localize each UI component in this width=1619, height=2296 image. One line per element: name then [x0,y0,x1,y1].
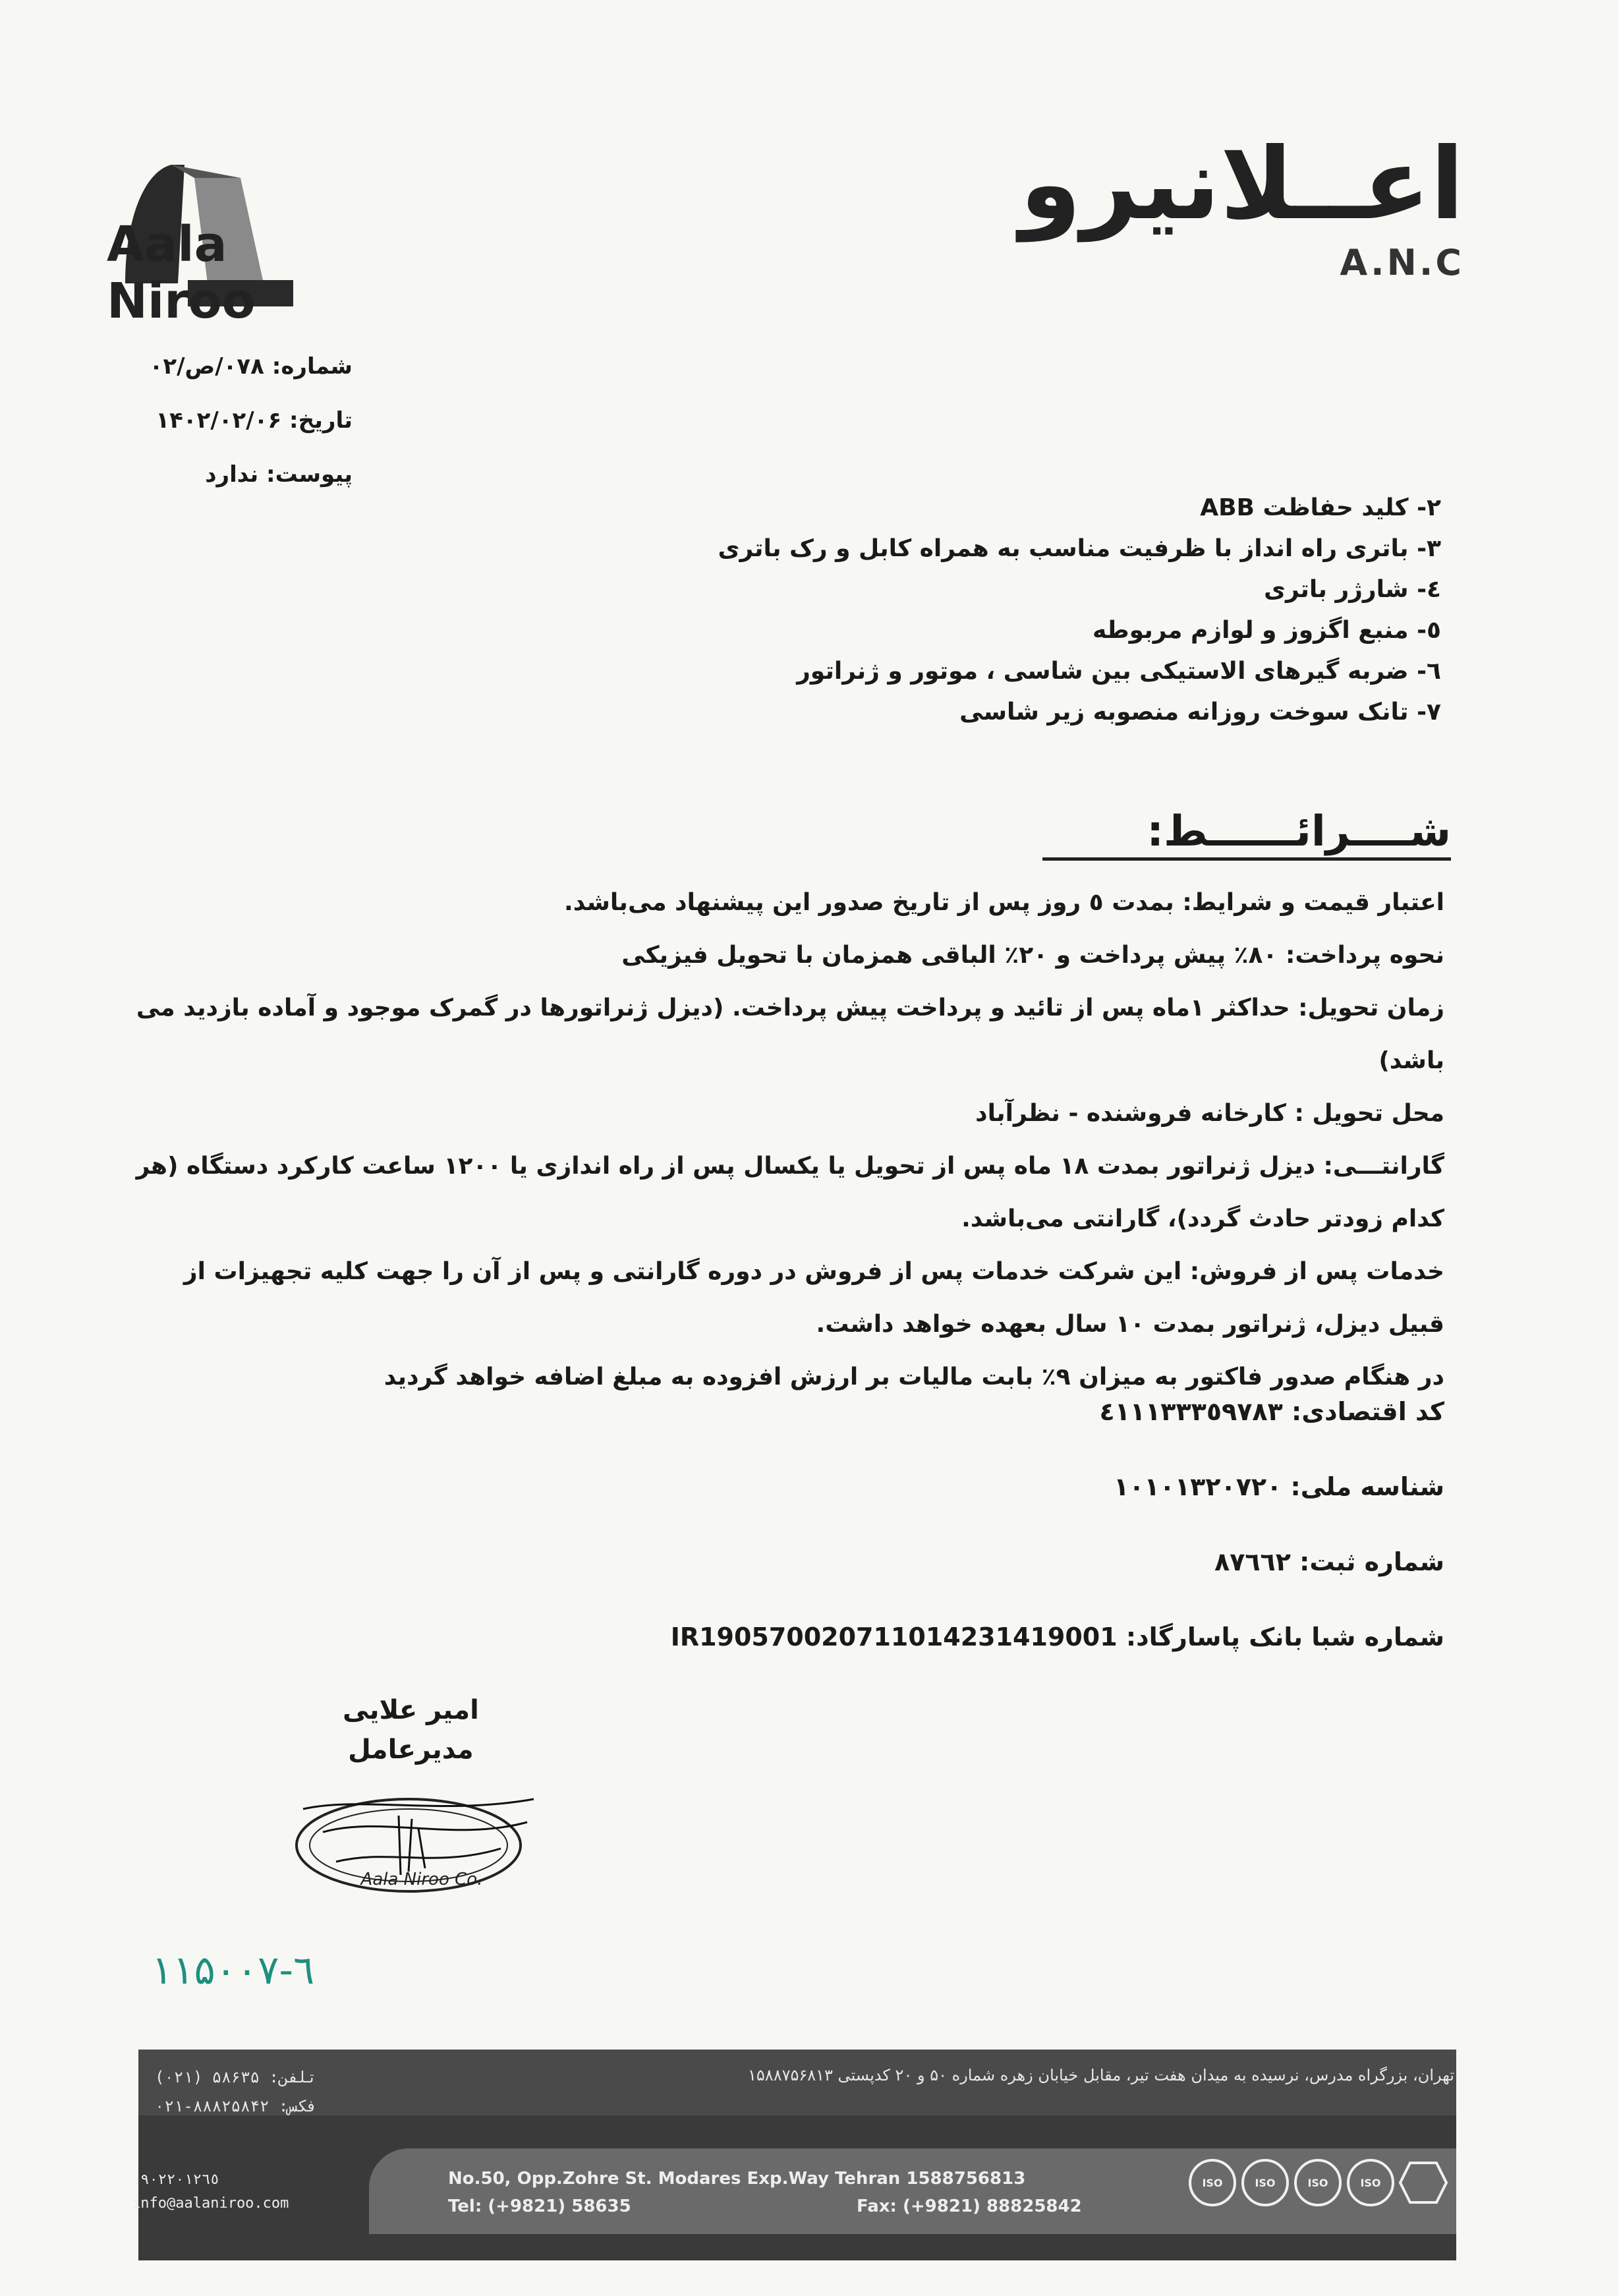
list-item: ۲- کلید حفاظت ABB [1200,494,1441,521]
cert-logo-icon [1400,2163,1446,2202]
certification-badges [1186,2150,1450,2216]
list-item: ۳- باتری راه انداز با ظرفیت مناسب به همراه کابل و رک باتری [718,535,1441,562]
logo-mark-text: Aala Niroo [107,216,256,330]
registration-number: شماره ثبت: ۸۷٦٦۲ [1214,1547,1444,1576]
letter-number: شماره: ۰۷۸/ص/۰۲ [149,353,353,380]
signer-name: امیر علایی [343,1695,479,1725]
list-item: ٥- منبع اگزوز و لوازم مربوطه [1092,617,1441,644]
list-item: ٦- ضربه گیرهای الاستیکی بین شاسی ، موتور و ژنراتور [797,658,1441,685]
footer-fax-en: Fax: (+9821) 88825842 [857,2196,1082,2216]
company-logo [99,152,297,330]
footer-mobile: ۰۹۰۲۲۰۱۲٦٥ [132,2171,219,2188]
economic-code: کد اقتصادی: ٤۱۱۱۳۳۳٥۹۷۸۳ [1099,1397,1444,1426]
items-list [486,488,1441,733]
letter-meta [135,339,353,502]
footer-email: info@aalaniroo.com [132,2195,289,2212]
iso-badge-label: ISO [1255,2177,1276,2189]
list-item: ۷- تانک سوخت روزانه منصوبه زیر شاسی [959,699,1441,726]
sheba-number: شماره شبا بانک پاسارگاد: IR190570020711014231419001 [670,1622,1444,1651]
footer-contact-fa [155,2063,317,2121]
condition-payment: نحوه پرداخت: ۸۰٪ پیش پرداخت و ۲۰٪ الباقی همزمان با تحویل فیزیکی [621,942,1444,969]
iso-badge-label: ISO [1307,2177,1328,2189]
signature-block [343,1690,479,1769]
handwritten-reference: ۱۱۵۰۰۷-٦ [152,1947,315,1994]
footer-address-en: No.50, Opp.Zohre St. Modares Exp.Way Tehran 1588756813 [448,2169,1026,2189]
signer-title: مدیرعامل [348,1735,474,1765]
condition-delivery-time: زمان تحویل: حداکثر ۱ماه پس از تائید و پرداخت پیش پرداخت. (دیزل ژنراتورها در گمرک موجود و آماده بازدید می باشد) [136,994,1444,1074]
condition-warranty: گارانتـــی: دیزل ژنراتور بمدت ۱۸ ماه پس از تحویل یا یکسال پس از راه اندازی یا ۱۲۰۰ ساعت کارکرد دستگاه (هر کدام زودتر حادث گردد)، گارانتی می‌باشد. [136,1153,1444,1232]
footer-tel-en: Tel: (+9821) 58635 [448,2196,631,2216]
condition-delivery-place: محل تحویل : کارخانه فروشنده - نظرآباد [975,1100,1444,1127]
company-identifiers [588,1374,1444,1675]
condition-validity: اعتبار قیمت و شرایط: بمدت ٥ روز پس از تاریخ صدور این پیشنهاد می‌باشد. [564,889,1444,916]
letter-date: تاریخ: ۱۴۰۲/۰۲/۰۶ [156,407,353,434]
conditions-section [127,876,1444,1404]
conditions-heading [1042,807,1451,861]
national-id: شناسه ملی: ۱۰۱۰۱۳۲۰۷۲۰ [1114,1472,1444,1501]
conditions-heading-text: شــــرائــــــط: [1147,807,1451,856]
heading-underline [1042,857,1451,861]
footer-tel-fa: تلفن: ۵۸۶۳۵ (۰۲۱) [155,2068,317,2086]
footer-contact-left [132,2168,289,2216]
footer-address-fa: تهران، بزرگراه مدرس، نرسیده به میدان هفت تیر، مقابل خیابان زهره شماره ۵۰ و ۲۰ کدپستی ۱۵۸۸۷۵۶۸۱۳ [748,2066,1454,2084]
condition-after-sales: خدمات پس از فروش: این شرکت خدمات پس از فروش در دوره گارانتی و پس از آن را جهت کلیه تجهیزات از قبیل دیزل، ژنراتور بمدت ۱۰ سال بعهده خواهد داشت. [183,1258,1444,1338]
brand-header [1019,127,1464,283]
iso-badges-icon [1186,2150,1450,2216]
list-item: ٤- شارژر باتری [1263,576,1441,603]
iso-badge-label: ISO [1360,2177,1381,2189]
company-stamp [283,1769,547,1901]
iso-badge-label: ISO [1202,2177,1223,2189]
brand-name-en: A.N.C [1340,242,1464,283]
stamp-signature-graphic [283,1769,547,1901]
footer-fax-fa: فکس: ۸۸۸۲۵۸۴۲-۰۲۱ [155,2097,317,2115]
letter-attachment: پیوست: ندارد [205,461,353,488]
brand-name-fa: اعــلانیرو [1019,127,1464,242]
stamp-text: Aala Niroo Co. [360,1870,483,1889]
condition-vat: در هنگام صدور فاکتور به میزان ۹٪ بابت مالیات بر ارزش افزوده به مبلغ اضافه خواهد گردید [383,1363,1444,1391]
footer-contact-en [448,2165,1082,2220]
